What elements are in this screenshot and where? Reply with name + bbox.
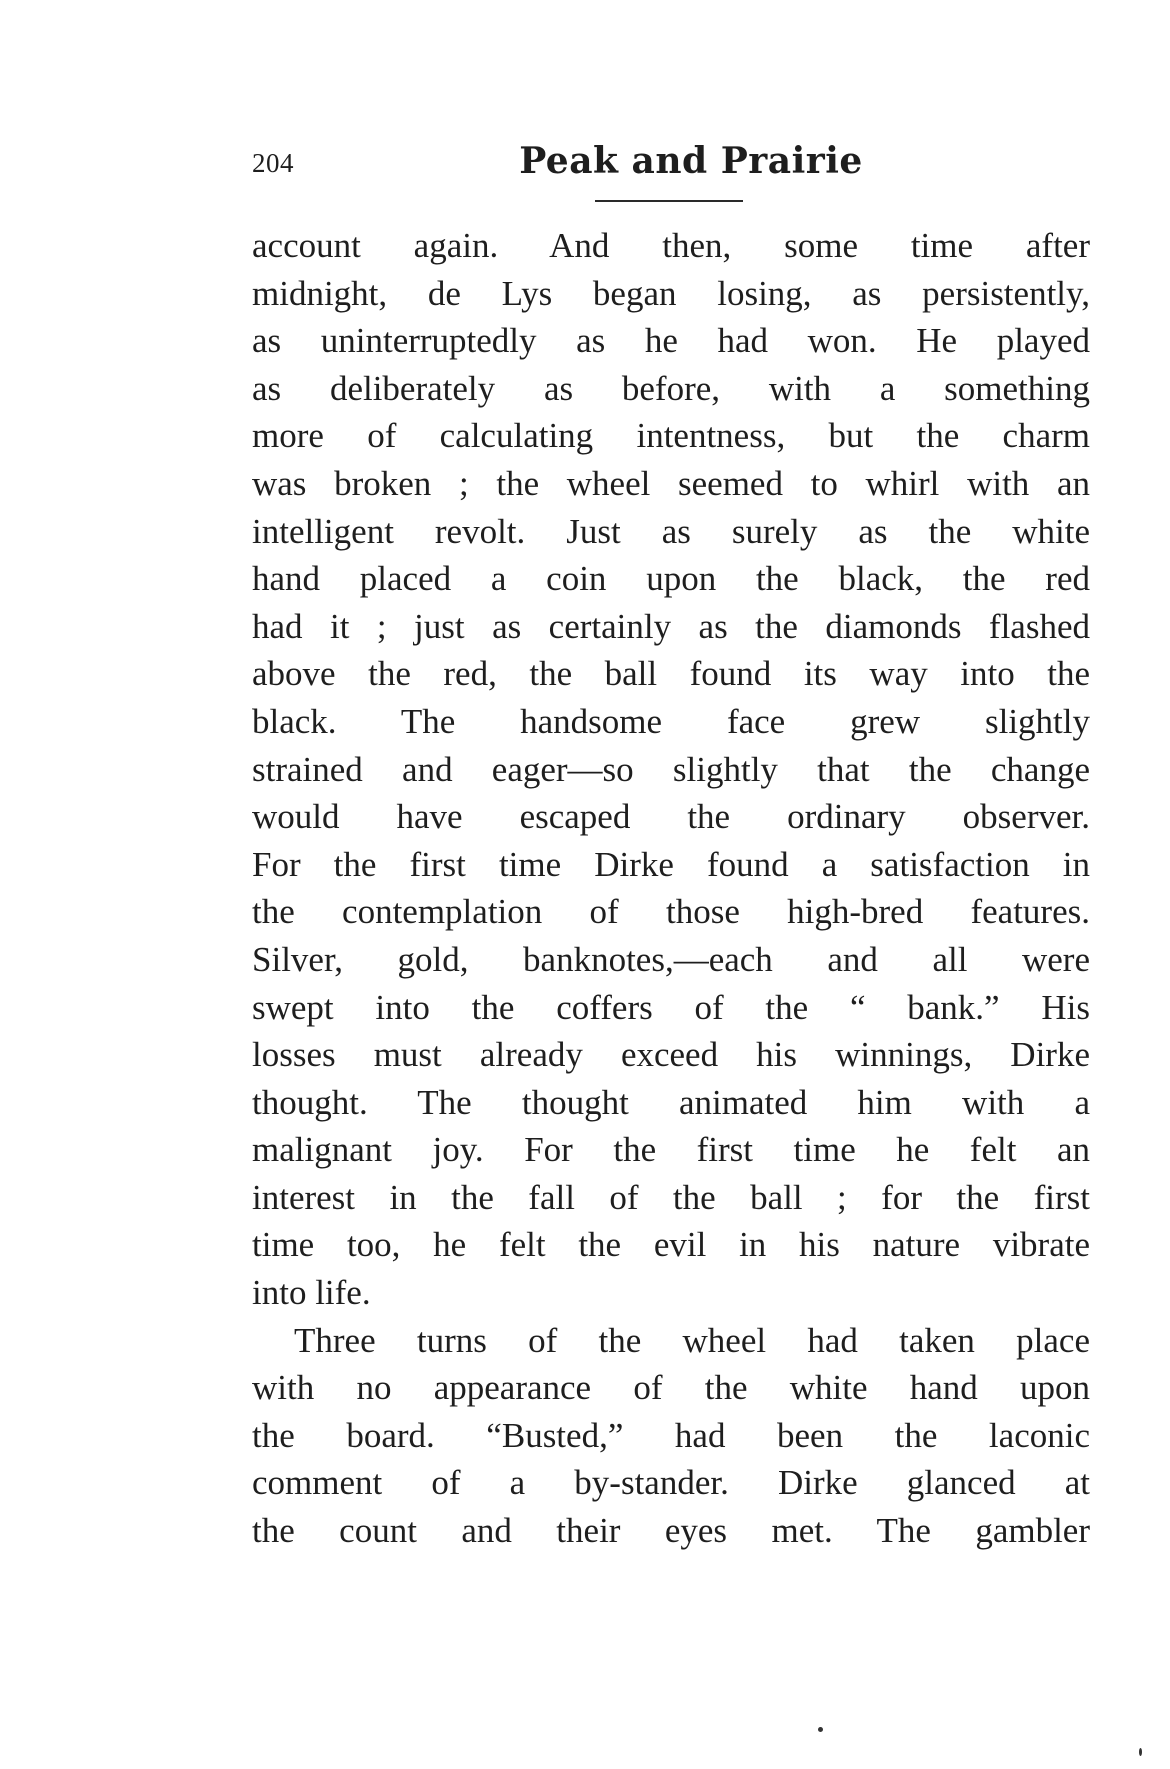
text-line: hand placed a coin upon the black, the red	[252, 559, 1090, 599]
text-line: Silver, gold, banknotes,—each and all were	[252, 939, 1090, 979]
body-text	[252, 222, 1090, 1555]
text-line: above the red, the ball found its way into the	[252, 654, 1090, 694]
text-line: the board. “Busted,” had been the laconic	[252, 1415, 1090, 1455]
text-line: losses must already exceed his winnings, Dirke	[252, 1035, 1090, 1075]
text-line: as uninterruptedly as he had won. He played	[252, 321, 1090, 361]
text-line: with no appearance of the white hand upon	[252, 1368, 1090, 1408]
running-title: Peak and Prairie	[519, 140, 863, 182]
text-line: had it ; just as certainly as the diamonds flashed	[252, 606, 1090, 646]
text-line: would have escaped the ordinary observer.	[252, 797, 1090, 837]
text-line: account again. And then, some time after	[252, 226, 1090, 265]
scan-speck	[818, 1727, 823, 1732]
text-line: black. The handsome face grew slightly	[252, 701, 1090, 741]
text-line: into life.	[252, 1273, 371, 1313]
text-line: interest in the fall of the ball ; for the first	[252, 1177, 1090, 1217]
paragraph-2	[252, 1317, 1090, 1555]
text-line: more of calculating intentness, but the charm	[252, 416, 1090, 456]
scan-speck	[1139, 1748, 1142, 1756]
text-line: the count and their eyes met. The gambler	[252, 1511, 1090, 1551]
paragraph-1	[252, 222, 1090, 1317]
text-line: midnight, de Lys began losing, as persistently,	[252, 273, 1090, 313]
text-line: the contemplation of those high-bred features.	[252, 892, 1090, 932]
text-line: intelligent revolt. Just as surely as the white	[252, 511, 1090, 551]
text-line: swept into the coffers of the “ bank.” His	[252, 987, 1090, 1027]
text-line: as deliberately as before, with a something	[252, 368, 1090, 408]
text-line: thought. The thought animated him with a	[252, 1082, 1090, 1122]
text-line: For the first time Dirke found a satisfaction in	[252, 844, 1090, 884]
text-line: strained and eager—so slightly that the change	[252, 749, 1090, 789]
text-line: Three turns of the wheel had taken place	[294, 1320, 1090, 1360]
text-line: was broken ; the wheel seemed to whirl with an	[252, 463, 1090, 503]
text-line: time too, he felt the evil in his nature vibrate	[252, 1225, 1090, 1265]
page-number: 204	[252, 148, 294, 178]
header-rule	[595, 200, 743, 202]
page-header	[252, 140, 1090, 200]
text-line: malignant joy. For the first time he felt an	[252, 1130, 1090, 1170]
text-line: comment of a by-stander. Dirke glanced at	[252, 1463, 1090, 1503]
